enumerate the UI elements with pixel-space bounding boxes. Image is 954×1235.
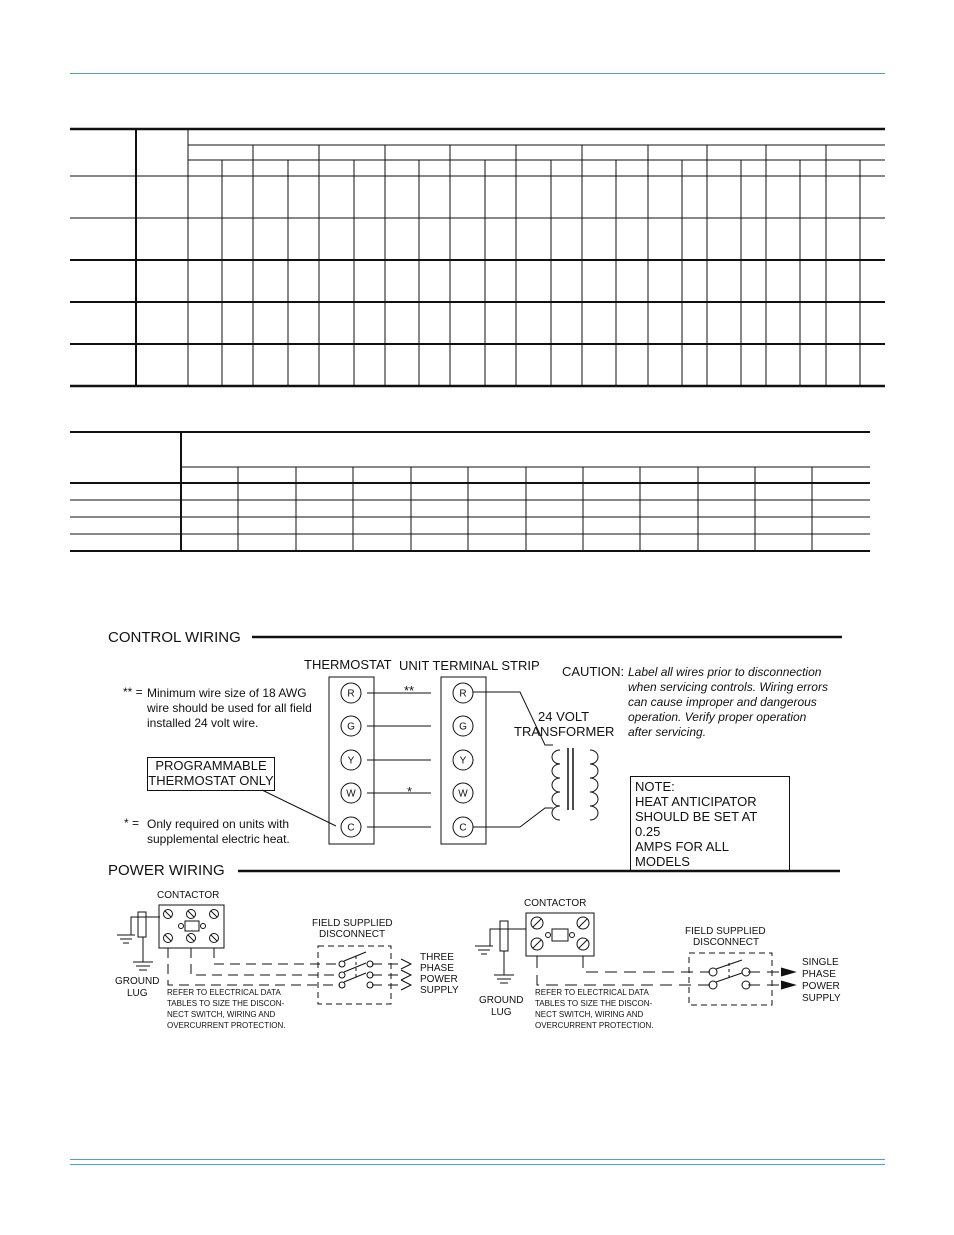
caution-line-1: Label all wires prior to disconnection bbox=[628, 665, 822, 679]
caution-line-3: can cause improper and dangerous bbox=[628, 695, 817, 709]
thermostat-terminal-label: G bbox=[347, 721, 355, 733]
disconnect-right-line-2: DISCONNECT bbox=[693, 937, 760, 948]
thermostat-terminal-label: W bbox=[346, 788, 356, 800]
single-star-note-line-1: Only required on units with bbox=[147, 817, 290, 831]
double-star-mark: ** bbox=[404, 683, 415, 698]
caution-line-2: when servicing controls. Wiring errors bbox=[628, 680, 828, 694]
thermostat-terminal-label: C bbox=[347, 822, 355, 834]
double-star-note-line-3: installed 24 volt wire. bbox=[147, 716, 259, 730]
single-phase-line-4: SUPPLY bbox=[802, 993, 841, 1004]
refer-left-line-4: OVERCURRENT PROTECTION. bbox=[167, 1021, 286, 1030]
wire-c-transformer bbox=[473, 808, 553, 827]
single-phase-line-2: PHASE bbox=[802, 969, 836, 980]
disconnect-left-line-1: FIELD SUPPLIED bbox=[312, 918, 393, 929]
disconnect-right-line-1: FIELD SUPPLIED bbox=[685, 926, 766, 937]
refer-left-line-2: TABLES TO SIZE THE DISCON- bbox=[167, 999, 285, 1008]
data-table-1 bbox=[70, 129, 885, 386]
ground-right-line-1: GROUND bbox=[479, 995, 524, 1006]
single-star-marker: * = bbox=[124, 816, 140, 830]
refer-right-line-4: OVERCURRENT PROTECTION. bbox=[535, 1021, 654, 1030]
ground-left-line-1: GROUND bbox=[115, 976, 160, 987]
three-phase-line-4: SUPPLY bbox=[420, 985, 459, 996]
single-phase-line-1: SINGLE bbox=[802, 957, 839, 968]
double-star-note-line-2: wire should be used for all field bbox=[147, 701, 312, 715]
heat-anticipator-note bbox=[630, 776, 790, 872]
strip-terminal-label: G bbox=[459, 721, 467, 733]
refer-right-line-3: NECT SWITCH, WIRING AND bbox=[535, 1010, 644, 1019]
three-phase-line-2: PHASE bbox=[420, 963, 454, 974]
disconnect-left-line-2: DISCONNECT bbox=[319, 929, 386, 940]
caution-line-5: after servicing. bbox=[628, 725, 707, 739]
single-star-note-line-2: supplemental electric heat. bbox=[147, 832, 290, 846]
control-wiring-title: CONTROL WIRING bbox=[108, 629, 241, 646]
single-star-mark: * bbox=[407, 784, 413, 799]
thermostat-terminal-label: Y bbox=[347, 755, 355, 767]
contactor-label-left: CONTACTOR bbox=[157, 890, 220, 901]
strip-terminal-label: Y bbox=[459, 755, 467, 767]
programmable-line-1: PROGRAMMABLE bbox=[155, 758, 267, 773]
data-table-2 bbox=[70, 432, 870, 551]
transformer-label-line-2: TRANSFORMER bbox=[514, 724, 615, 739]
ground-right-line-2: LUG bbox=[491, 1007, 512, 1018]
programmable-line-2: THERMOSTAT ONLY bbox=[148, 773, 274, 788]
contactor-label-right: CONTACTOR bbox=[524, 898, 587, 909]
double-star-note-line-1: Minimum wire size of 18 AWG bbox=[147, 686, 307, 700]
note-line-3: SHOULD BE SET AT 0.25 bbox=[635, 809, 758, 839]
programmable-thermostat-box bbox=[147, 757, 275, 791]
strip-terminal-label: C bbox=[459, 822, 467, 834]
strip-terminal-label: W bbox=[458, 788, 468, 800]
single-phase-line-3: POWER bbox=[802, 981, 840, 992]
refer-right-line-2: TABLES TO SIZE THE DISCON- bbox=[535, 999, 653, 1008]
caution-label: CAUTION: bbox=[562, 664, 625, 679]
note-line-4: AMPS FOR ALL MODELS bbox=[635, 839, 729, 869]
three-phase-line-1: THREE bbox=[420, 952, 454, 963]
three-phase-line-3: POWER bbox=[420, 974, 458, 985]
refer-left-line-3: NECT SWITCH, WIRING AND bbox=[167, 1010, 276, 1019]
refer-left-line-1: REFER TO ELECTRICAL DATA bbox=[167, 988, 281, 997]
thermostat-label: THERMOSTAT bbox=[304, 657, 392, 672]
terminal-strip-label: UNIT TERMINAL STRIP bbox=[399, 658, 540, 673]
transformer bbox=[552, 748, 598, 820]
thermostat-terminal-label: R bbox=[347, 688, 355, 700]
refer-right-line-1: REFER TO ELECTRICAL DATA bbox=[535, 988, 649, 997]
caution-line-4: operation. Verify proper operation bbox=[628, 710, 807, 724]
ground-left-line-2: LUG bbox=[127, 988, 148, 999]
double-star-marker: ** = bbox=[123, 685, 143, 699]
note-line-2: HEAT ANTICIPATOR bbox=[635, 794, 757, 809]
note-line-1: NOTE: bbox=[635, 779, 675, 794]
strip-terminal-label: R bbox=[459, 688, 467, 700]
terminal-circles bbox=[341, 683, 473, 837]
power-wiring-title: POWER WIRING bbox=[108, 862, 225, 879]
transformer-label-line-1: 24 VOLT bbox=[538, 709, 590, 724]
